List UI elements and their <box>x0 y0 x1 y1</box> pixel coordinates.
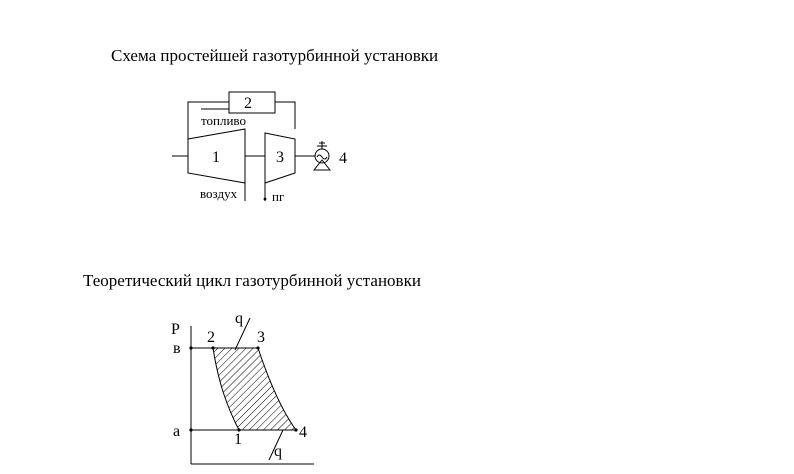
point-4-mark <box>294 428 297 431</box>
label-generator-4: 4 <box>339 150 347 167</box>
label-point-1: 1 <box>234 431 242 448</box>
label-heat-out: q <box>274 443 282 460</box>
axis-y-label: P <box>171 321 180 338</box>
label-fuel: топливо <box>201 113 246 128</box>
chamber-to-turbine-pipe <box>275 102 295 129</box>
label-turbine-3: 3 <box>276 149 284 166</box>
generator-icon <box>314 141 330 170</box>
exhaust-dot <box>264 198 267 201</box>
label-air: воздух <box>200 186 238 201</box>
label-compressor-1: 1 <box>212 149 220 166</box>
label-a: а <box>173 423 181 440</box>
combustion-chamber-box <box>229 92 275 113</box>
point-b-mark <box>189 346 192 349</box>
label-point-3: 3 <box>257 329 265 346</box>
cycle-area <box>213 348 296 430</box>
label-point-2: 2 <box>207 329 215 346</box>
label-heat-in: q <box>235 310 243 327</box>
scheme-title: Схема простейшей газотурбинной установки <box>111 46 439 65</box>
label-b: в <box>173 340 181 357</box>
point-3-mark <box>256 346 259 349</box>
point-2-mark <box>211 346 214 349</box>
label-point-4: 4 <box>299 424 307 441</box>
label-exhaust: пг <box>272 189 285 204</box>
cycle-title: Теоретический цикл газотурбинной установки <box>83 271 421 290</box>
label-chamber-2: 2 <box>244 95 252 112</box>
point-a-mark <box>189 428 192 431</box>
